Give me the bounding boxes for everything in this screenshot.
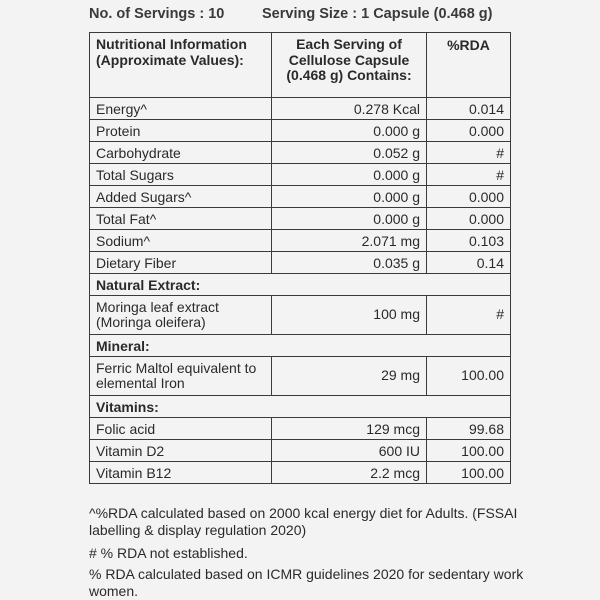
table-row (90, 142, 511, 164)
nutrient-rda: 0.14 (427, 252, 511, 274)
col-header-rda: %RDA (427, 33, 511, 98)
nutrient-rda: 100.00 (427, 440, 511, 462)
nutrient-name: Energy^ (90, 98, 272, 120)
nutrient-rda: 0.103 (427, 230, 511, 252)
nutrient-amount: 0.052 g (272, 142, 427, 164)
nutrient-name: Ferric Maltol equivalent to elemental Iron (90, 357, 272, 396)
section-title-mineral: Mineral: (90, 335, 511, 357)
nutrient-rda: 100.00 (427, 462, 511, 484)
table-row (90, 186, 511, 208)
table-row (90, 440, 511, 462)
nutrient-amount: 0.000 g (272, 120, 427, 142)
nutrient-rda: 0.014 (427, 98, 511, 120)
table-row (90, 462, 511, 484)
table-row (90, 252, 511, 274)
nutrient-name: Protein (90, 120, 272, 142)
section-header-row (90, 274, 511, 296)
table-row (90, 98, 511, 120)
serving-info (89, 6, 529, 28)
footnote-energy-basis: ^%RDA calculated based on 2000 kcal energy diet for Adults. (FSSAI labelling & display regulation 2020) (89, 505, 518, 538)
nutrient-amount: 0.278 Kcal (272, 98, 427, 120)
nutrient-name: Dietary Fiber (90, 252, 272, 274)
nutrition-table (89, 32, 511, 484)
nutrient-name: Vitamin D2 (90, 440, 272, 462)
footnote-not-established: # % RDA not established. (89, 545, 248, 561)
nutrient-rda: # (427, 296, 511, 335)
nutrient-rda: 0.000 (427, 208, 511, 230)
nutrient-rda: 0.000 (427, 186, 511, 208)
section-title-natural-extract: Natural Extract: (90, 274, 511, 296)
table-row (90, 230, 511, 252)
table-row (90, 296, 511, 335)
table-row (90, 357, 511, 396)
nutrient-rda: 0.000 (427, 120, 511, 142)
nutrient-rda: 99.68 (427, 418, 511, 440)
nutrient-name: Folic acid (90, 418, 272, 440)
table-row (90, 120, 511, 142)
nutrient-name: Total Sugars (90, 164, 272, 186)
nutrient-name: Vitamin B12 (90, 462, 272, 484)
nutrient-amount: 0.000 g (272, 186, 427, 208)
nutrient-amount: 0.000 g (272, 164, 427, 186)
table-row (90, 208, 511, 230)
nutrient-name: Moringa leaf extract (Moringa oleifera) (90, 296, 272, 335)
servings-count: No. of Servings : 10 (89, 6, 225, 22)
nutrient-rda: 100.00 (427, 357, 511, 396)
nutrient-amount: 100 mg (272, 296, 427, 335)
nutrient-name: Sodium^ (90, 230, 272, 252)
nutrient-name: Carbohydrate (90, 142, 272, 164)
nutrient-amount: 29 mg (272, 357, 427, 396)
col-header-nutrient: Nutritional Information (Approximate Values): (90, 33, 272, 98)
nutrient-amount: 129 mcg (272, 418, 427, 440)
nutrient-amount: 600 IU (272, 440, 427, 462)
nutrient-amount: 0.000 g (272, 208, 427, 230)
nutrient-name: Total Fat^ (90, 208, 272, 230)
nutrient-amount: 0.035 g (272, 252, 427, 274)
nutrient-name: Added Sugars^ (90, 186, 272, 208)
table-row (90, 164, 511, 186)
section-header-row (90, 335, 511, 357)
section-title-vitamins: Vitamins: (90, 396, 511, 418)
nutrient-amount: 2.071 mg (272, 230, 427, 252)
table-row (90, 418, 511, 440)
section-header-row (90, 396, 511, 418)
table-header-row (90, 33, 511, 98)
nutrient-amount: 2.2 mcg (272, 462, 427, 484)
serving-size: Serving Size : 1 Capsule (0.468 g) (262, 6, 493, 22)
nutrient-rda: # (427, 164, 511, 186)
col-header-amount: Each Serving of Cellulose Capsule (0.468 g) Contains: (272, 33, 427, 98)
footnote-icmr-basis: % RDA calculated based on ICMR guidelines 2020 for sedentary work women. (89, 566, 524, 599)
nutrient-rda: # (427, 142, 511, 164)
